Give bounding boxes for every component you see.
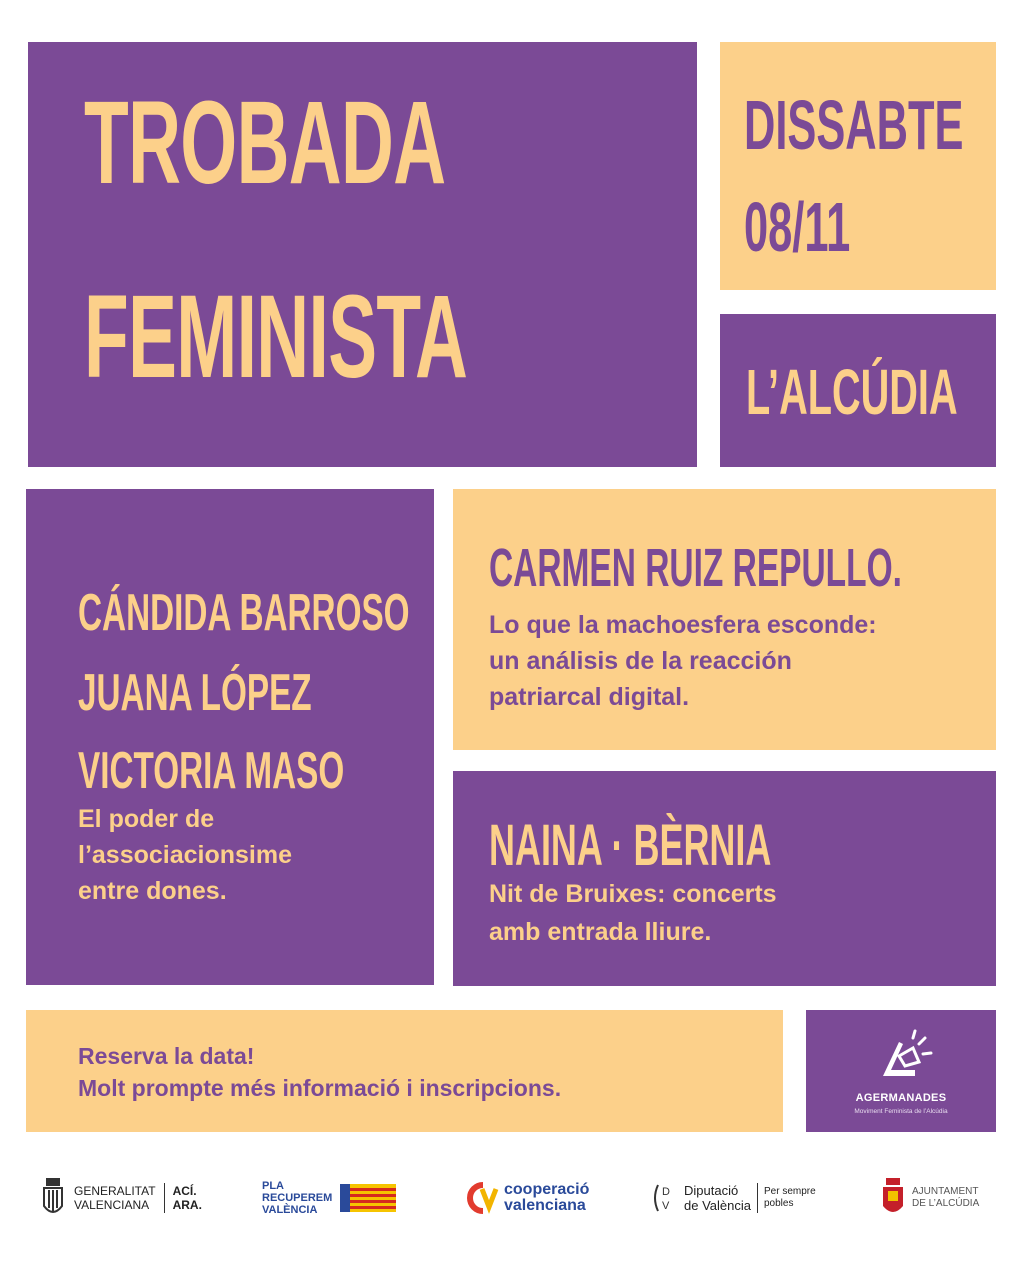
generalitat-logo xyxy=(40,1170,202,1226)
event-date: 08/11 xyxy=(744,188,851,266)
diputacio-slogan: Per sempre pobles xyxy=(763,1186,816,1209)
panel-discussion xyxy=(26,489,434,985)
organizer-name: AGERMANADES xyxy=(855,1092,947,1104)
cooperacio-logo xyxy=(466,1170,589,1226)
panel-topic: El poder de l’associacionsime entre dones. xyxy=(78,805,293,905)
flag-icon xyxy=(338,1178,398,1218)
concert-artists: NAINA · BÈRNIA xyxy=(489,813,772,878)
pla-recuperem-name: PLA RECUPEREM VALÈNCIA xyxy=(262,1180,333,1216)
ajuntament-name: AJUNTAMENT DE L’ALCÚDIA xyxy=(912,1186,980,1209)
diputacio-logo xyxy=(652,1170,816,1226)
generalitat-slogan: ACÍ. ARA. xyxy=(172,1184,202,1212)
divider xyxy=(757,1183,758,1213)
svg-text:D: D xyxy=(662,1186,670,1198)
organizer-logo xyxy=(806,1010,996,1132)
diputacio-name: Diputació de València xyxy=(684,1183,751,1213)
divider xyxy=(164,1183,165,1213)
title-line-1: TROBADA xyxy=(84,77,446,209)
event-day: DISSABTE xyxy=(744,86,964,164)
coat-of-arms-icon xyxy=(40,1176,66,1220)
shield-icon xyxy=(880,1176,906,1220)
megaphone-icon xyxy=(869,1026,933,1090)
generalitat-name: GENERALITAT VALENCIANA xyxy=(74,1184,156,1212)
talk-topic: Lo que la machoesfera esconde: un análisis de la reacción patriarcal digital. xyxy=(489,611,877,711)
svg-text:V: V xyxy=(662,1200,670,1212)
title-line-2: FEMINISTA xyxy=(84,271,468,403)
pla-recuperem-logo xyxy=(262,1170,398,1226)
ajuntament-logo xyxy=(880,1170,979,1226)
panel-speaker: JUANA LÓPEZ xyxy=(78,664,312,722)
organizer-subtitle: Moviment Feminista de l’Alcúdia xyxy=(854,1108,948,1115)
concert-panel xyxy=(453,771,996,986)
concert-description: Nit de Bruixes: concerts amb entrada lliure. xyxy=(489,880,777,946)
talk-panel xyxy=(453,489,996,750)
date-panel xyxy=(720,42,996,290)
place-panel xyxy=(720,314,996,467)
title-panel xyxy=(28,42,697,467)
reserve-banner xyxy=(26,1010,783,1132)
cv-icon xyxy=(466,1181,500,1215)
reserve-text: Reserva la data! Molt prompte més informació i inscripcions. xyxy=(78,1043,562,1101)
dv-icon xyxy=(652,1181,680,1215)
cooperacio-name: cooperació valenciana xyxy=(504,1181,590,1214)
panel-speaker: VICTORIA MASO xyxy=(78,742,345,800)
talk-speaker: CARMEN RUIZ REPULLO. xyxy=(489,538,902,598)
panel-speaker: CÁNDIDA BARROSO xyxy=(78,584,410,642)
event-place: L’ALCÚDIA xyxy=(746,356,958,428)
